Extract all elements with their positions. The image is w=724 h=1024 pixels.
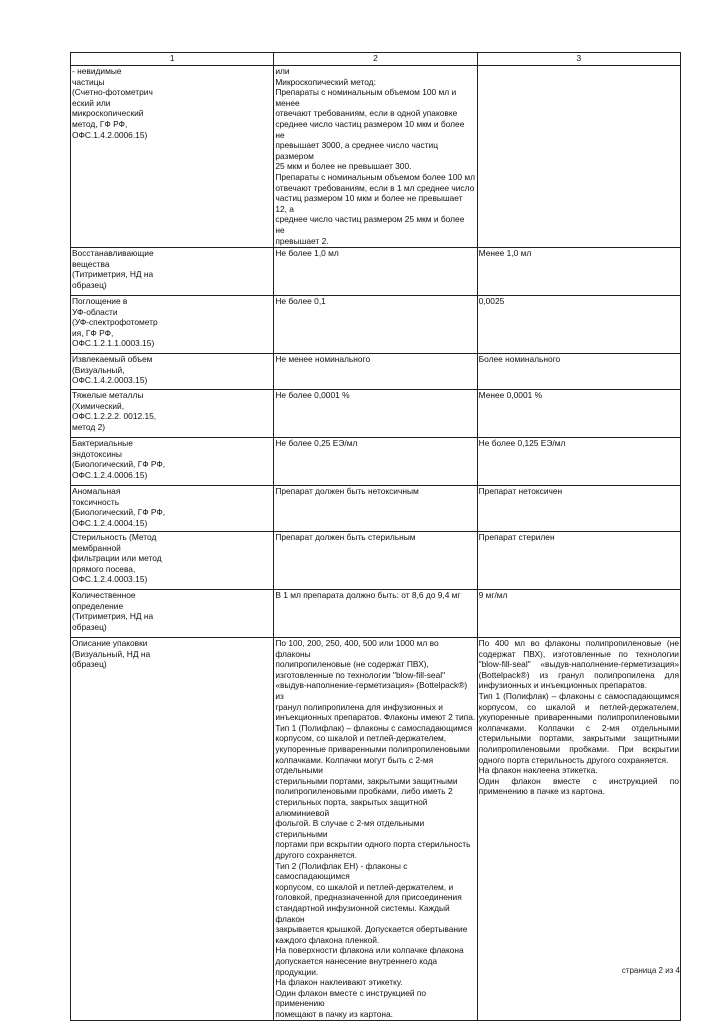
cell-text: - невидимые частицы (Счетно-фотометрич еский или микроскопический метод, ГФ РФ, ОФС.1.4.2.0006.15) <box>72 66 153 140</box>
table-cell <box>477 638 680 1021</box>
table-cell <box>477 390 680 438</box>
table-cell <box>274 66 477 248</box>
table-row <box>71 390 681 438</box>
cell-text: Количественное определение (Титриметрия, НД на образец) <box>72 590 154 632</box>
table-cell <box>274 390 477 438</box>
table-cell <box>71 248 274 296</box>
table-cell <box>274 438 477 486</box>
cell-text: В 1 мл препарата должно быть: от 8,6 до 9,4 мг <box>275 590 461 601</box>
table-row <box>71 486 681 532</box>
table-cell <box>71 638 274 1021</box>
cell-text: Не менее номинального <box>275 354 371 365</box>
table-cell <box>71 590 274 638</box>
cell-text: Тяжелые металлы (Химический, ОФС.1.2.2.2. 0012.15, метод 2) <box>72 390 157 432</box>
specification-table <box>70 52 681 1021</box>
table-cell <box>477 248 680 296</box>
table-cell <box>477 296 680 354</box>
table-cell <box>274 532 477 590</box>
table-cell <box>71 532 274 590</box>
cell-text: Не более 0,1 <box>275 296 326 307</box>
cell-text: Препарат стерилен <box>478 532 555 543</box>
table-cell <box>71 486 274 532</box>
page-number: страница 2 из 4 <box>621 966 680 975</box>
table-cell <box>274 248 477 296</box>
cell-text: Поглощение в УФ-области (УФ-спектрофотометр ия, ГФ РФ, ОФС.1.2.1.1.0003.15) <box>72 296 158 349</box>
cell-text: или Микроскопический метод: Препараты с номинальным объемом 100 мл и менее отвечают требованиям, если в одной упаковке среднее число частиц размером 10 мкм и более не превышает 3000, а среднее число частиц размером 25 мкм и более не превышает 300. Препараты с номинальным объемом более 100 мл отвечают требованиям, если в 1 мл среднее число частиц размером 10 мкм и более не превышает 12, а среднее число частиц размером 25 мкм и более не превышает 2. <box>275 66 475 246</box>
table-header-row <box>71 53 681 66</box>
cell-text: Более номинального <box>478 354 561 365</box>
cell-text: Препарат должен быть стерильным <box>275 532 416 543</box>
table-row <box>71 438 681 486</box>
cell-text: Не более 1,0 мл <box>275 248 339 259</box>
table-cell <box>71 296 274 354</box>
table-cell <box>274 296 477 354</box>
table-row <box>71 590 681 638</box>
table-cell <box>71 354 274 390</box>
table-cell <box>71 66 274 248</box>
table-cell <box>274 590 477 638</box>
cell-text: 0,0025 <box>478 296 505 307</box>
table-cell <box>274 486 477 532</box>
cell-text: Описание упаковки (Визуальный, НД на образец) <box>72 638 151 670</box>
table-cell <box>477 66 680 248</box>
cell-text: Менее 1,0 мл <box>478 248 532 259</box>
cell-text: Аномальная токсичность (Биологический, ГФ РФ, ОФС.1.2.4.0004.15) <box>72 486 166 528</box>
cell-text: Восстанавливающие вещества (Титриметрия, НД на образец) <box>72 248 154 290</box>
cell-text: Препарат должен быть нетоксичным <box>275 486 419 497</box>
table-cell <box>477 532 680 590</box>
table-row <box>71 296 681 354</box>
table-cell <box>274 638 477 1021</box>
table-row <box>71 66 681 248</box>
cell-text: Менее 0,0001 % <box>478 390 543 401</box>
table-row <box>71 248 681 296</box>
cell-text: 9 мг/мл <box>478 590 508 601</box>
cell-text: Не более 0,0001 % <box>275 390 350 401</box>
cell-text: Стерильность (Метод мембранной фильтрации или метод прямого посева, ОФС.1.2.4.0003.15) <box>72 532 162 585</box>
table-cell <box>477 590 680 638</box>
column-header-1: 1 <box>71 53 274 66</box>
cell-text: По 400 мл во флаконы полипропиленовые (не содержат ПВХ), изготовленные по технологии "blow-fill-seal" «выдув-наполнение-герметизация» (Bottelpack®) из гранул полипропилена для инфузионных и инъекционных препаратов. Тип 1 (Полифлак) – флаконы с самоспадающимся корпусом, со шкалой и петлей-держателем, укупоренные приваренными полипропиленовыми колпачками. Колпачки с 2-мя отдельными стерильными портами, закрытыми защитными полипропиленовыми пробками. При вскрытии одного порта стерильность другого сохраняется. На флакон наклеена этикетка. Один флакон вместе с инструкцией по применению в пачке из картона. <box>478 638 679 797</box>
column-header-2: 2 <box>274 53 477 66</box>
cell-text: Не более 0,25 ЕЭ/мл <box>275 438 358 449</box>
cell-text: Извлекаемый объем (Визуальный, ОФС.1.4.2.0003.15) <box>72 354 153 386</box>
table-cell <box>477 486 680 532</box>
cell-text: Препарат нетоксичен <box>478 486 563 497</box>
cell-text: Не более 0,125 ЕЭ/мл <box>478 438 566 449</box>
table-cell <box>477 438 680 486</box>
table-cell <box>71 438 274 486</box>
table-cell <box>71 390 274 438</box>
table-cell <box>477 354 680 390</box>
table-row <box>71 638 681 1021</box>
table-cell <box>274 354 477 390</box>
column-header-3: 3 <box>477 53 680 66</box>
table-row <box>71 354 681 390</box>
cell-text: Бактериальные эндотоксины (Биологический, ГФ РФ, ОФС.1.2.4.0006.15) <box>72 438 166 480</box>
cell-text: По 100, 200, 250, 400, 500 или 1000 мл во флаконы полипропиленовые (не содержат ПВХ), изготовленные по технологии "blow-fill-seal" «выдув-наполнение-герметизация» (Bottelpack®) из гранул полипропилена для инфузионных и инъекционных препаратов. Флаконы имеют 2 типа. Тип 1 (Полифлак) – флаконы с самоспадающимся корпусом, со шкалой и петлей-держателем, укупоренные приваренными полипропиленовыми колпачками. Колпачки могут быть с 2-мя отдельными стерильными портами, закрытыми защитными полипропиленовыми пробками, либо иметь 2 стерильных порта, закрытых защитной алюминиевой фольгой. В случае с 2-мя отдельными стерильными портами при вскрытии одного порта стерильность другого сохраняется. Тип 2 (Полифлак ЕН) - флаконы с самоспадающимся корпусом, со шкалой и петлей-держателем, и головкой, предназначенной для присоединения стандартной инфузионной системы. Каждый флакон закрывается крышкой. Допускается обертывание каждого флакона пленкой. На поверхности флакона или колпачке флакона допускается нанесение внутреннего кода продукции. На флакон наклеивают этикетку. Один флакон вместе с инструкцией по применению помещают в пачку из картона. <box>275 638 476 1019</box>
table-row <box>71 532 681 590</box>
